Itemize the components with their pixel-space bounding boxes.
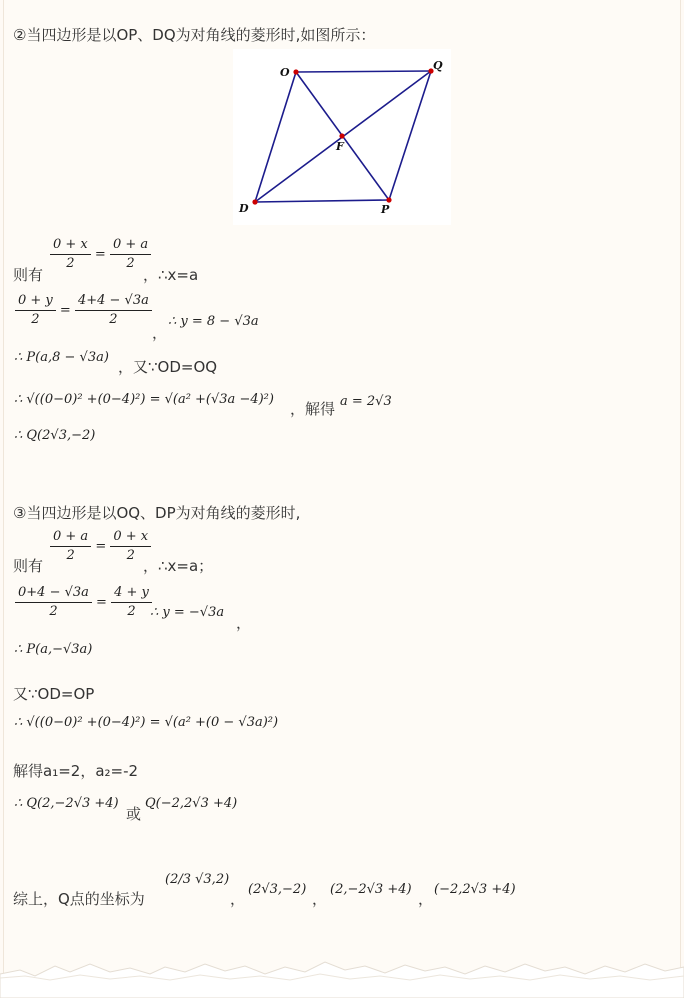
case2-line4-math: ∴ √((0−0)² +(0−4)²) = √(a² +(√3a −4)²)	[14, 392, 274, 407]
case2-line1-suffix: ，∴x=a	[143, 266, 199, 284]
summary-coordinate-1: (2/3 √3,2)	[165, 872, 230, 887]
fraction: $\frac{4 + y}{2}$	[111, 584, 152, 621]
edge-oq	[296, 71, 431, 72]
case2-line4-text: ，解得	[290, 400, 336, 418]
case3-equation1: $\frac{0 + a}{2}$ = $\frac{0 + x}{2}$	[50, 528, 151, 565]
point-o	[293, 69, 298, 74]
fraction: $\frac{0 + a}{2}$	[110, 236, 151, 273]
case3-line7-math1: ∴ Q(2,−2√3 +4)	[14, 796, 119, 811]
summary-coordinate-2: (2√3,−2)	[248, 882, 307, 897]
fraction: $\frac{0 + x}{2}$	[50, 236, 91, 273]
case2-line2-comma: ，	[152, 324, 168, 342]
summary-coordinate-3: (2,−2√3 +4)	[330, 882, 412, 897]
summary-coordinate-4: (−2,2√3 +4)	[434, 882, 516, 897]
case3-equation2: $\frac{0+4 - √3a}{2}$ = $\frac{4 + y}{2}$	[15, 584, 152, 621]
case3-line7-or: 或	[126, 805, 142, 823]
label-o: O	[280, 66, 290, 79]
case3-line1-suffix: ，∴x=a；	[143, 557, 214, 575]
case3-line2-comma: ，	[236, 614, 252, 632]
fraction: $\frac{0 + y}{2}$	[15, 292, 56, 329]
case2-heading: ②当四边形是以OP、DQ为对角线的菱形时,如图所示：	[13, 26, 376, 44]
case2-line4-result: a = 2√3	[340, 394, 392, 409]
edge-qp	[389, 71, 431, 200]
label-p: P	[381, 203, 390, 216]
fraction: $\frac{0 + a}{2}$	[50, 528, 91, 565]
fraction: $\frac{0+4 - √3a}{2}$	[15, 584, 92, 621]
rhombus-diagram	[233, 49, 451, 225]
case2-line3-math: ∴ P(a,8 − √3a)	[14, 350, 109, 365]
case3-line6-text: 解得a₁=2，a₂=-2	[13, 762, 139, 780]
case3-line7-math2: Q(−2,2√3 +4)	[145, 796, 238, 811]
torn-paper-edge	[0, 952, 684, 998]
summary-prefix: 综上，Q点的坐标为	[13, 890, 145, 908]
summary-separator: ，	[418, 890, 434, 908]
case3-line1-prefix: 则有	[13, 557, 44, 575]
summary-separator: ，	[312, 890, 328, 908]
case2-equation1: $\frac{0 + x}{2}$ = $\frac{0 + a}{2}$	[50, 236, 151, 273]
fraction: $\frac{4+4 - √3a}{2}$	[75, 292, 152, 329]
case3-line5-math: ∴ √((0−0)² +(0−4)²) = √(a² +(0 − √3a)²)	[14, 715, 279, 730]
case2-line3-text: ，又∵OD=OQ	[118, 358, 218, 376]
case2-equation2: $\frac{0 + y}{2}$ = $\frac{4+4 - √3a}{2}$	[15, 292, 152, 329]
case2-line2-result: ∴ y = 8 − √3a	[168, 314, 259, 329]
rhombus-figure	[233, 49, 451, 225]
case3-heading: ③当四边形是以OQ、DP为对角线的菱形时,	[13, 504, 301, 522]
edge-dp	[255, 200, 389, 202]
edge-od	[255, 72, 296, 202]
case2-line5-math: ∴ Q(2√3,−2)	[14, 428, 96, 443]
point-f	[339, 133, 344, 138]
summary-separator: ，	[230, 890, 246, 908]
label-f: F	[336, 140, 344, 153]
fraction: $\frac{0 + x}{2}$	[110, 528, 151, 565]
case3-line2-result: ∴ y = −√3a	[150, 605, 225, 620]
case2-line1-prefix: 则有	[13, 266, 44, 284]
case3-line3-math: ∴ P(a,−√3a)	[14, 642, 93, 657]
case3-line4-text: 又∵OD=OP	[13, 685, 95, 703]
point-p	[386, 197, 391, 202]
label-d: D	[239, 202, 249, 215]
point-d	[252, 199, 257, 204]
label-q: Q	[433, 59, 443, 72]
